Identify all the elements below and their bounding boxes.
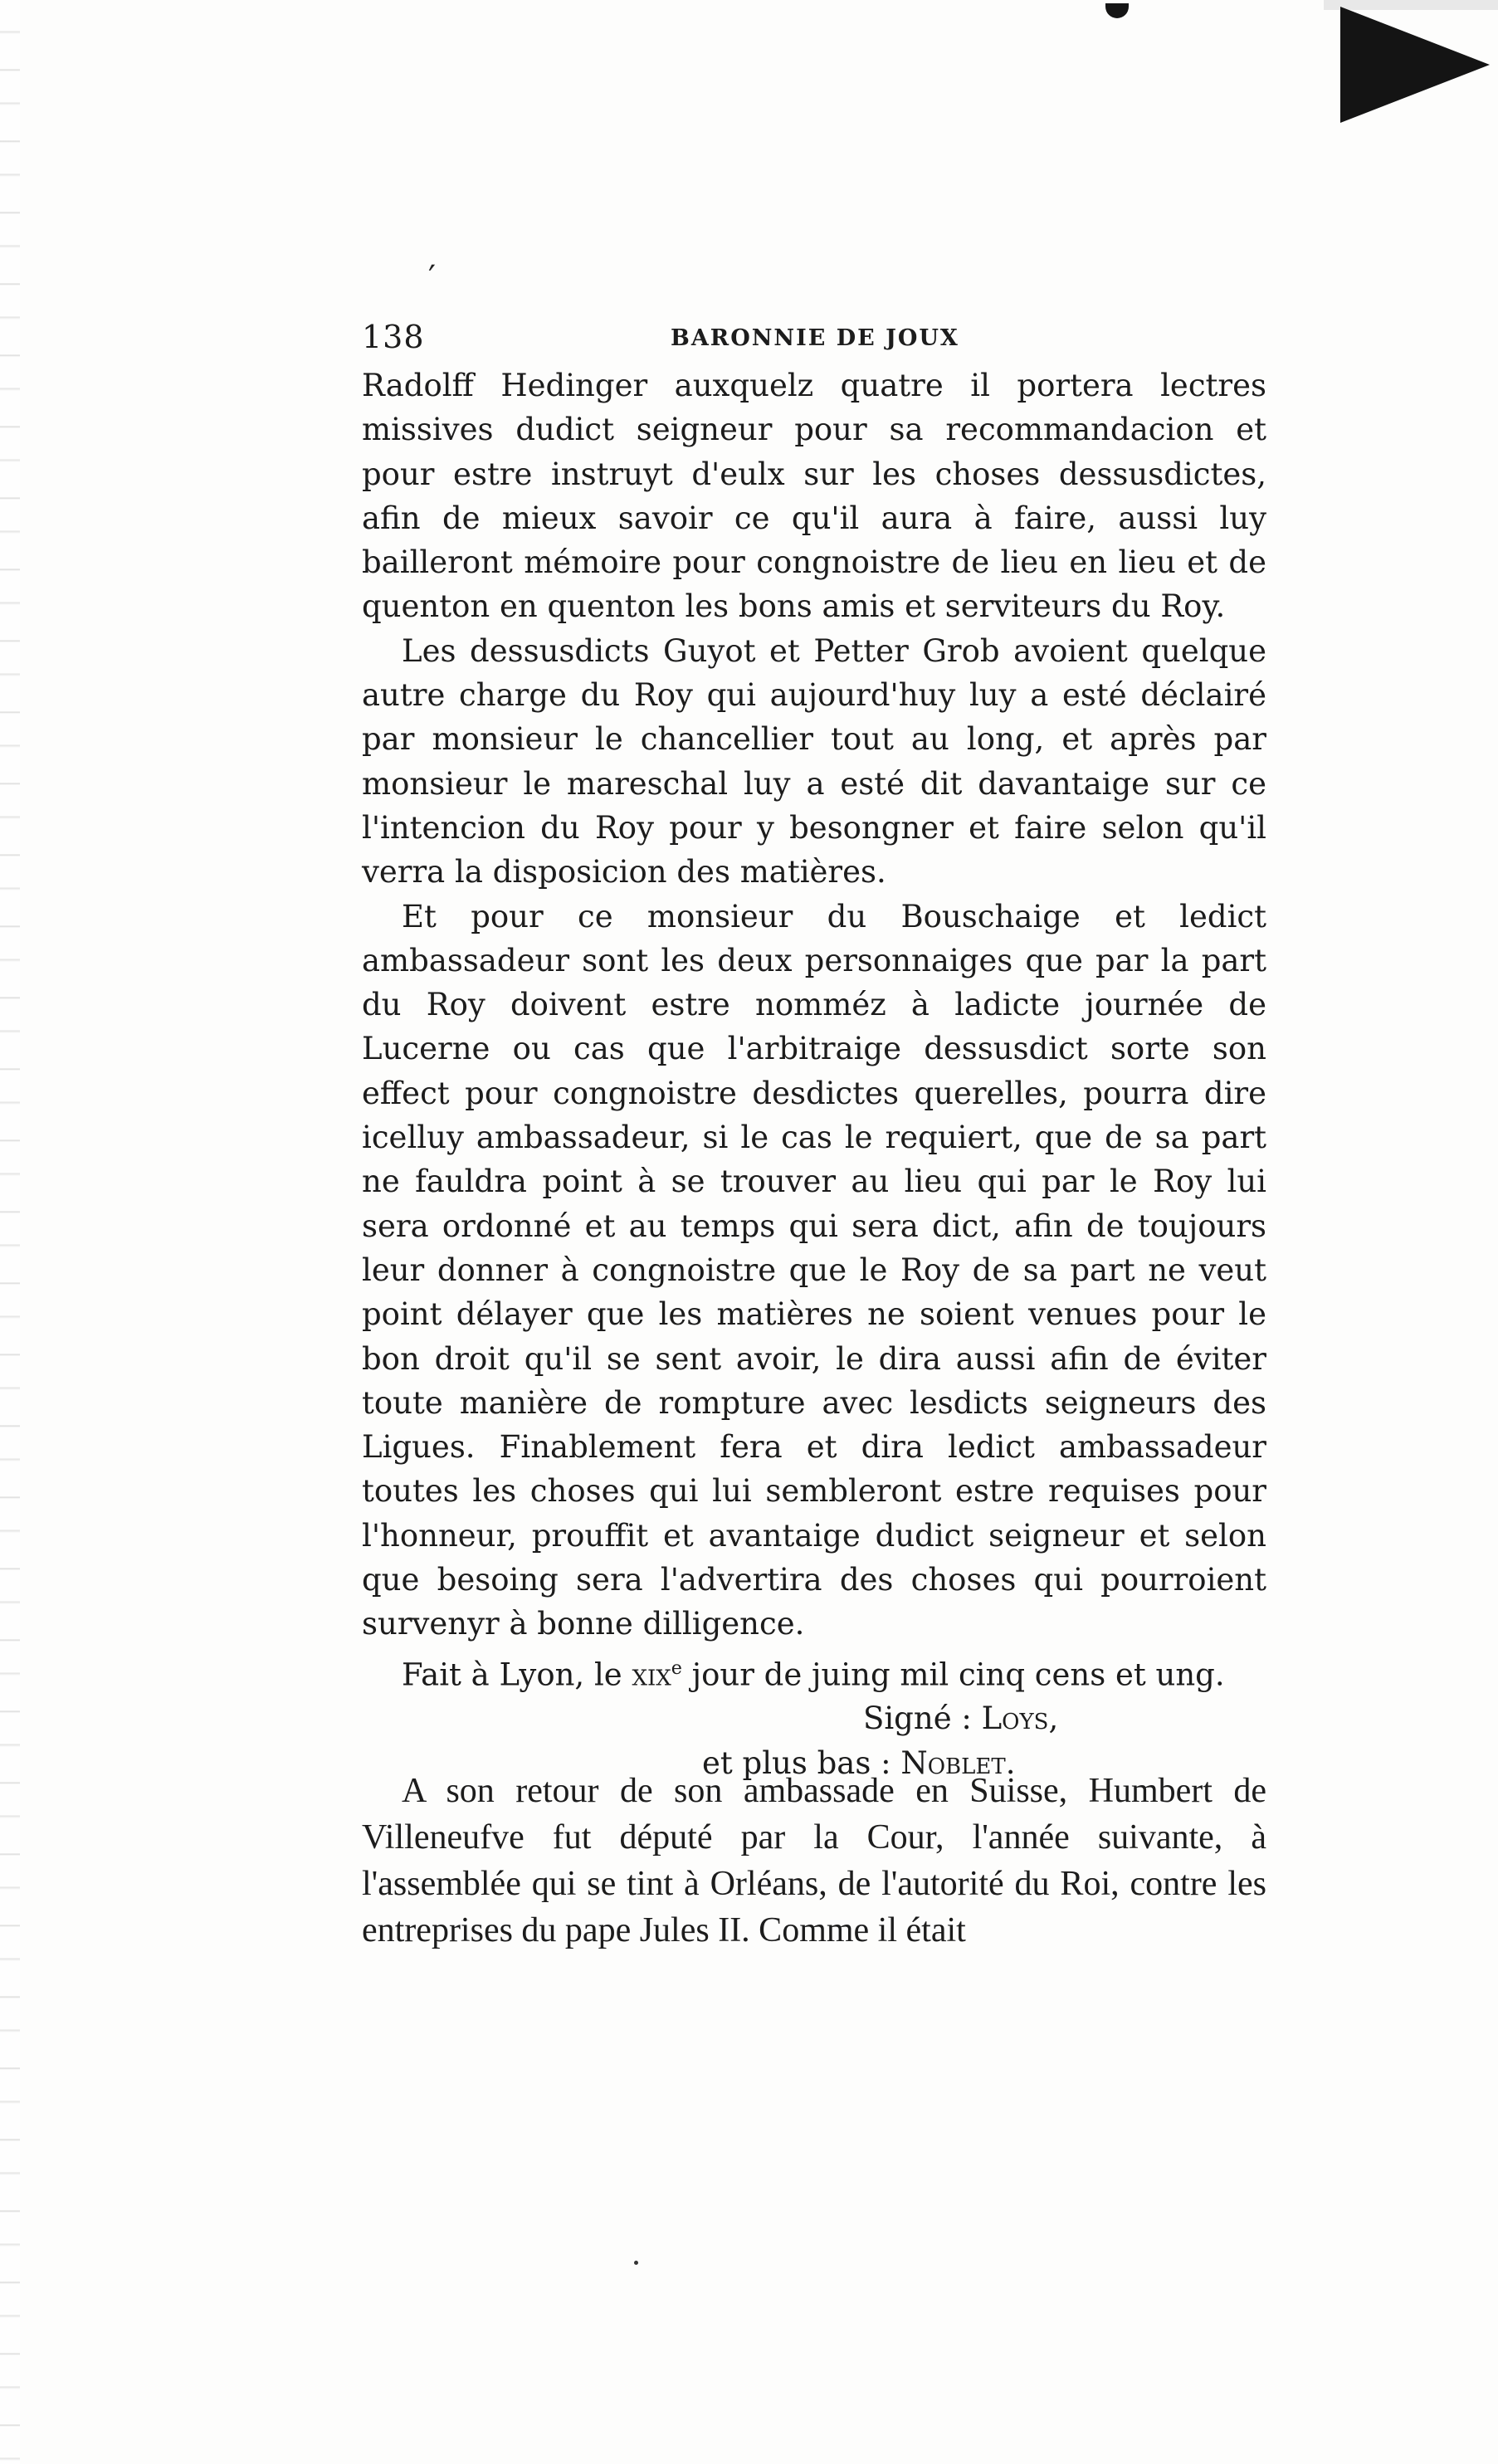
paragraph: Les dessusdicts Guyot et Petter Grob avoient quelque autre charge du Roy qui aujourd'huy luy a esté déclairé par monsieur le chancellier tout au long, et après par monsieur le mareschal luy a esté dit davantaige sur ce l'intencion du Roy pour y besongner et faire selon qu'il verra la disposicion des matières. (362, 632, 1266, 890)
dateline-end: jour de juing mil cinq cens et ung. (681, 1656, 1225, 1692)
dateline-day: xix (632, 1656, 671, 1692)
and-below-label: et plus bas : (702, 1744, 901, 1781)
signed-label: Signé : (863, 1700, 982, 1737)
dateline-start: Fait à Lyon, le (402, 1656, 632, 1692)
document-text (362, 364, 1266, 1785)
paragraph: Et pour ce monsieur du Bouschaige et ledict ambassadeur sont les deux personnaiges que par la part du Roy doivent estre nomméz à ladicte journée de Lucerne ou cas que l'arbitraige dessusdict sorte son effect pour congnoistre desdictes querelles, pourra dire icelluy ambassadeur, si le cas le requiert, que de sa part ne fauldra point à se trouver au lieu qui par le Roy lui sera ordonné et au temps qui sera dict, afin de toujours leur donner à congnoistre que le Roy de sa part ne veut point délayer que les matières ne soient venues pour le bon droit qu'il se sent avoir, le dira aussi afin de éviter toute manière de rompture avec lesdicts seigneurs des Ligues. Finablement fera et dira ledict ambassadeur toutes les choses qui lui sembleront estre requises pour l'honneur, prouffit et avantaige dudict seigneur et selon que besoing sera l'advertira des choses qui pourroient survenyr à bonne dilligence. (362, 898, 1266, 1642)
dateline-day-suffix: e (671, 1656, 682, 1679)
page-number: 138 (362, 319, 425, 355)
paragraph: Radolff Hedinger auxquelz quatre il portera lectres missives dudict seigneur pour sa recommandacion et pour estre instruyt d'eulx sur les choses dessusdictes, afin de mieux savoir ce qu'il aura à faire, aussi luy bailleront mémoire pour congnoistre de lieu en lieu et de quenton en quenton les bons amis et serviteurs du Roy. (362, 368, 1266, 625)
narrative-text (362, 1768, 1266, 1954)
signature-line (362, 1696, 1266, 1740)
paragraph: A son retour de son ambassade en Suisse, Humbert de Villeneufve fut député par la Cour, l'année suivante, à l'assemblée qui se tint à Orléans, de l'autorité du Roi, contre les entreprises du pape Jules II. Comme il était (362, 1772, 1266, 1949)
footer-speck (634, 2261, 638, 2265)
ink-blot (1105, 3, 1129, 18)
page-header (362, 319, 1266, 368)
scan-edge-noise (0, 0, 20, 2464)
dateline (362, 1647, 1266, 1697)
countersigned-name: Noblet. (900, 1744, 1016, 1781)
running-head: BARONNIE DE JOUX (671, 325, 959, 351)
signed-name: Loys, (981, 1700, 1059, 1737)
scan-corner-fold (1340, 7, 1490, 123)
stray-ink-mark: ′ (428, 259, 437, 297)
